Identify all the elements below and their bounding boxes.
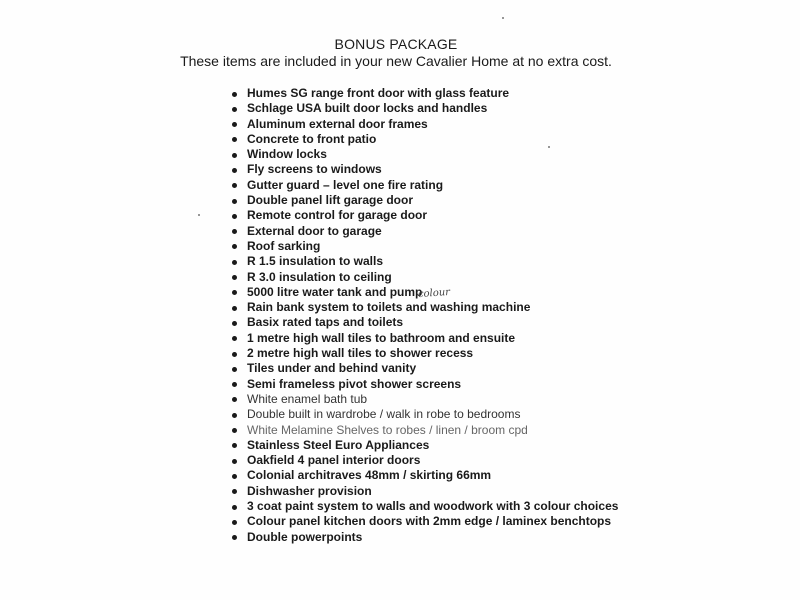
bullet-icon: [232, 275, 237, 280]
list-item: [232, 117, 618, 132]
list-item: [232, 86, 618, 101]
bullet-icon: [232, 443, 237, 448]
list-item: [232, 377, 618, 392]
bullet-icon: [232, 352, 237, 357]
list-item-text: Colonial architraves 48mm / skirting 66mm: [247, 468, 492, 483]
bullet-icon: [232, 183, 237, 188]
list-item: [232, 178, 618, 193]
list-item-text: Double panel lift garage door: [247, 193, 414, 208]
list-item: [232, 208, 618, 223]
list-item: [232, 315, 618, 330]
list-item-text: Basix rated taps and toilets: [247, 315, 404, 330]
scan-speck: [198, 214, 200, 216]
list-item-text: Tiles under and behind vanity: [247, 361, 417, 376]
bullet-icon: [232, 137, 237, 142]
list-item-text: 5000 litre water tank and pump: [247, 284, 423, 299]
bullet-icon: [232, 336, 237, 341]
list-item-text: Window locks: [247, 147, 327, 162]
bullet-icon: [232, 505, 237, 510]
bullet-icon: [232, 229, 237, 234]
bullet-icon: [232, 520, 237, 525]
bullet-icon: [232, 382, 237, 387]
bullet-icon: [232, 413, 237, 418]
document-title: BONUS PACKAGE: [334, 36, 458, 52]
list-item-text: Colour panel kitchen doors with 2mm edge / laminex benchtops: [247, 514, 612, 529]
bullet-icon: [232, 244, 237, 249]
bullet-icon: [232, 107, 237, 112]
list-item: [232, 530, 618, 545]
bullet-icon: [232, 459, 237, 464]
list-item: [232, 239, 618, 254]
list-item-text: Aluminum external door frames: [247, 116, 428, 131]
document-subtitle: These items are included in your new Cavalier Home at no extra cost.: [180, 53, 612, 69]
list-item-text: R 1.5 insulation to walls: [247, 254, 384, 269]
bullet-icon: [232, 260, 237, 265]
list-item-text: Dishwasher provision: [247, 483, 372, 498]
list-item: [232, 392, 618, 407]
list-item: [232, 484, 618, 499]
list-item: [232, 132, 618, 147]
list-item-text: White Melamine Shelves to robes / linen / broom cpd: [247, 422, 528, 437]
list-item: [232, 346, 618, 361]
list-item-text: 3 coat paint system to walls and woodwork with 3 colour choices: [247, 499, 619, 514]
list-item-text: Rain bank system to toilets and washing machine: [247, 300, 531, 315]
bullet-icon: [232, 397, 237, 402]
list-item-text: Stainless Steel Euro Appliances: [247, 437, 430, 452]
scan-speck: [502, 17, 504, 19]
list-item: [232, 361, 618, 376]
list-item: [232, 407, 618, 422]
list-item-text: 2 metre high wall tiles to shower recess: [247, 346, 474, 361]
bullet-icon: [232, 489, 237, 494]
bullet-icon: [232, 290, 237, 295]
list-item: [232, 331, 618, 346]
bullet-icon: [232, 535, 237, 540]
list-item: [232, 162, 618, 177]
list-item: [232, 224, 618, 239]
list-item: [232, 193, 618, 208]
bonus-items-list: [232, 86, 618, 545]
list-item-text: R 3.0 insulation to ceiling: [247, 269, 392, 284]
bullet-icon: [232, 122, 237, 127]
list-item-text: Roof sarking: [247, 238, 321, 253]
bullet-icon: [232, 474, 237, 479]
list-item: [232, 147, 618, 162]
bullet-icon: [232, 214, 237, 219]
list-item: [232, 300, 618, 315]
list-item-text: Remote control for garage door: [247, 208, 428, 223]
list-item: [232, 499, 618, 514]
bullet-icon: [232, 199, 237, 204]
list-item-text: 1 metre high wall tiles to bathroom and ensuite: [247, 330, 516, 345]
list-item-text: Fly screens to windows: [247, 162, 382, 177]
bullet-icon: [232, 428, 237, 433]
scan-speck: [548, 146, 550, 148]
bullet-icon: [232, 92, 237, 97]
list-item: [232, 453, 618, 468]
list-item: [232, 468, 618, 483]
list-item: [232, 254, 618, 269]
bullet-icon: [232, 168, 237, 173]
list-item-text: Semi frameless pivot shower screens: [247, 376, 462, 391]
list-item: [232, 514, 618, 529]
list-item-text: White enamel bath tub: [247, 391, 368, 406]
list-item-text: Humes SG range front door with glass feature: [247, 86, 510, 100]
list-item-text: Double built in wardrobe / walk in robe to bedrooms: [247, 407, 521, 422]
bullet-icon: [232, 367, 237, 372]
list-item-text: Concrete to front patio: [247, 131, 377, 146]
list-item-text: Oakfield 4 panel interior doors: [247, 453, 421, 468]
list-item-text: Schlage USA built door locks and handles: [247, 101, 488, 116]
bullet-icon: [232, 153, 237, 158]
bullet-icon: [232, 306, 237, 311]
list-item: [232, 423, 618, 438]
handwritten-note: colour: [417, 286, 451, 301]
list-item-text: Gutter guard – level one fire rating: [247, 177, 444, 192]
bullet-icon: [232, 321, 237, 326]
list-item: [232, 270, 618, 285]
list-item: [232, 438, 618, 453]
list-item-text: External door to garage: [247, 223, 382, 238]
list-item-text: Double powerpoints: [247, 529, 363, 544]
list-item: [232, 101, 618, 116]
